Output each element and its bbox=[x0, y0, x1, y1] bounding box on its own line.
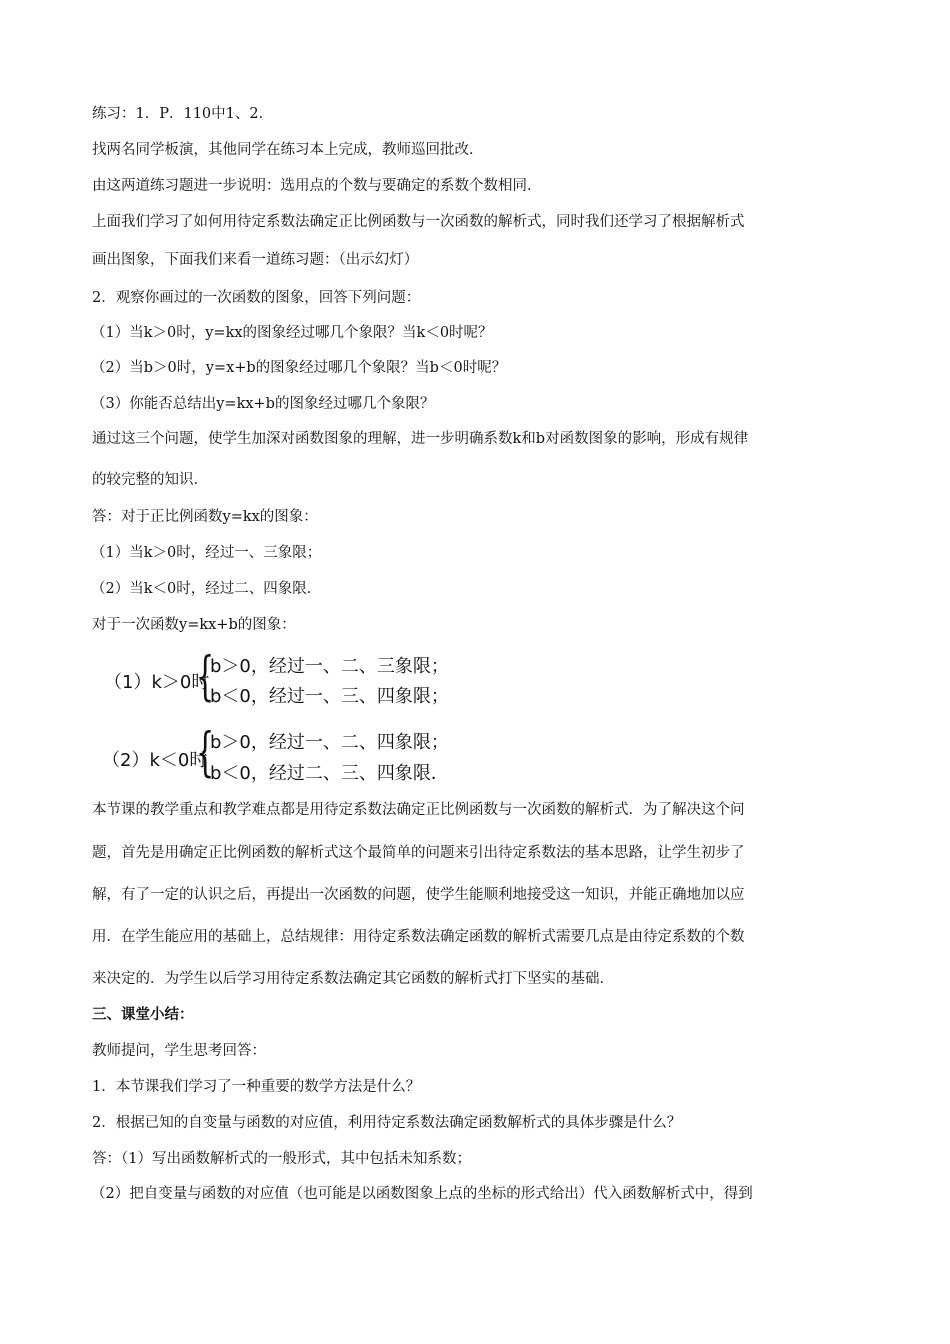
question-1: （1）当k＞0时，y=kx的图象经过哪几个象限？当k＜0时呢？ bbox=[91, 325, 493, 341]
answer-case-2: （2）当k＜0时，经过二、四象限． bbox=[91, 581, 322, 597]
teaching-focus-line-4: 用．在学生能应用的基础上，总结规律：用待定系数法确定函数的解析式需要几点是由待定系数的个数 bbox=[92, 929, 745, 945]
question-2: （2）当b＞0时，y=x+b的图象经过哪几个象限？当b＜0时呢？ bbox=[91, 360, 507, 376]
answer-heading: 答：对于正比例函数y=kx的图象： bbox=[92, 509, 318, 525]
summary-line-2: 画出图象，下面我们来看一道练习题：（出示幻灯） bbox=[92, 252, 419, 268]
board-practice-line: 找两名同学板演，其他同学在练习本上完成，教师巡回批改． bbox=[92, 142, 484, 158]
question-heading: 2．观察你画过的一次函数的图象，回答下列问题： bbox=[92, 290, 421, 306]
case-subline: b＞0，经过一、二、三象限； bbox=[210, 656, 449, 677]
summary-answer-2: （2）把自变量与函数的对应值（也可能是以函数图象上点的坐标的形式给出）代入函数解析式中，得到 bbox=[91, 1186, 753, 1202]
summary-answer-1: 答：（1）写出函数解析式的一般形式，其中包括未知系数； bbox=[92, 1151, 471, 1167]
brace-symbol: { bbox=[196, 723, 215, 783]
question-3: （3）你能否总结出y=kx+b的图象经过哪几个象限？ bbox=[91, 396, 435, 412]
case-subline: b＜0，经过一、三、四象限； bbox=[210, 686, 449, 707]
exercise-line: 练习：1．P．110中1、2． bbox=[92, 106, 274, 122]
purpose-line-1: 通过这三个问题，使学生加深对函数图象的理解，进一步明确系数k和b对函数图象的影响，形成有规律 bbox=[92, 431, 749, 447]
section-heading: 三、课堂小结： bbox=[92, 1006, 194, 1023]
case-subline: b＜0，经过二、三、四象限． bbox=[210, 763, 449, 784]
explanation-line: 由这两道练习题进一步说明：选用点的个数与要确定的系数个数相同． bbox=[92, 178, 542, 194]
answer-case-1: （1）当k＞0时，经过一、三象限； bbox=[91, 545, 322, 561]
teaching-focus-line-1: 本节课的教学重点和教学难点都是用待定系数法确定正比例函数与一次函数的解析式．为了解决这个问 bbox=[92, 802, 745, 818]
case-subline: b＞0，经过一、二、四象限； bbox=[210, 732, 449, 753]
case-label: （1）k＞0时 bbox=[104, 672, 210, 693]
purpose-line-2: 的较完整的知识． bbox=[92, 472, 208, 488]
linear-function-heading: 对于一次函数y=kx+b的图象： bbox=[92, 617, 296, 633]
brace-symbol: { bbox=[196, 647, 215, 707]
teaching-focus-line-2: 题，首先是用确定正比例函数的解析式这个最简单的问题来引出待定系数法的基本思路，让学生初步了 bbox=[92, 845, 745, 861]
teaching-focus-line-3: 解，有了一定的认识之后，再提出一次函数的问题，使学生能顺利地接受这一知识，并能正确地加以应 bbox=[92, 887, 745, 903]
teaching-focus-line-5: 来决定的．为学生以后学习用待定系数法确定其它函数的解析式打下坚实的基础． bbox=[92, 971, 614, 987]
summary-question-2: 2．根据已知的自变量与函数的对应值，利用待定系数法确定函数解析式的具体步骤是什么？ bbox=[92, 1115, 682, 1131]
summary-question-1: 1．本节课我们学习了一种重要的数学方法是什么？ bbox=[92, 1079, 421, 1095]
case-label: （2）k＜0时 bbox=[102, 750, 208, 771]
summary-prompt: 教师提问，学生思考回答： bbox=[92, 1043, 266, 1059]
summary-line-1: 上面我们学习了如何用待定系数法确定正比例函数与一次函数的解析式，同时我们还学习了根据解析式 bbox=[92, 214, 745, 230]
